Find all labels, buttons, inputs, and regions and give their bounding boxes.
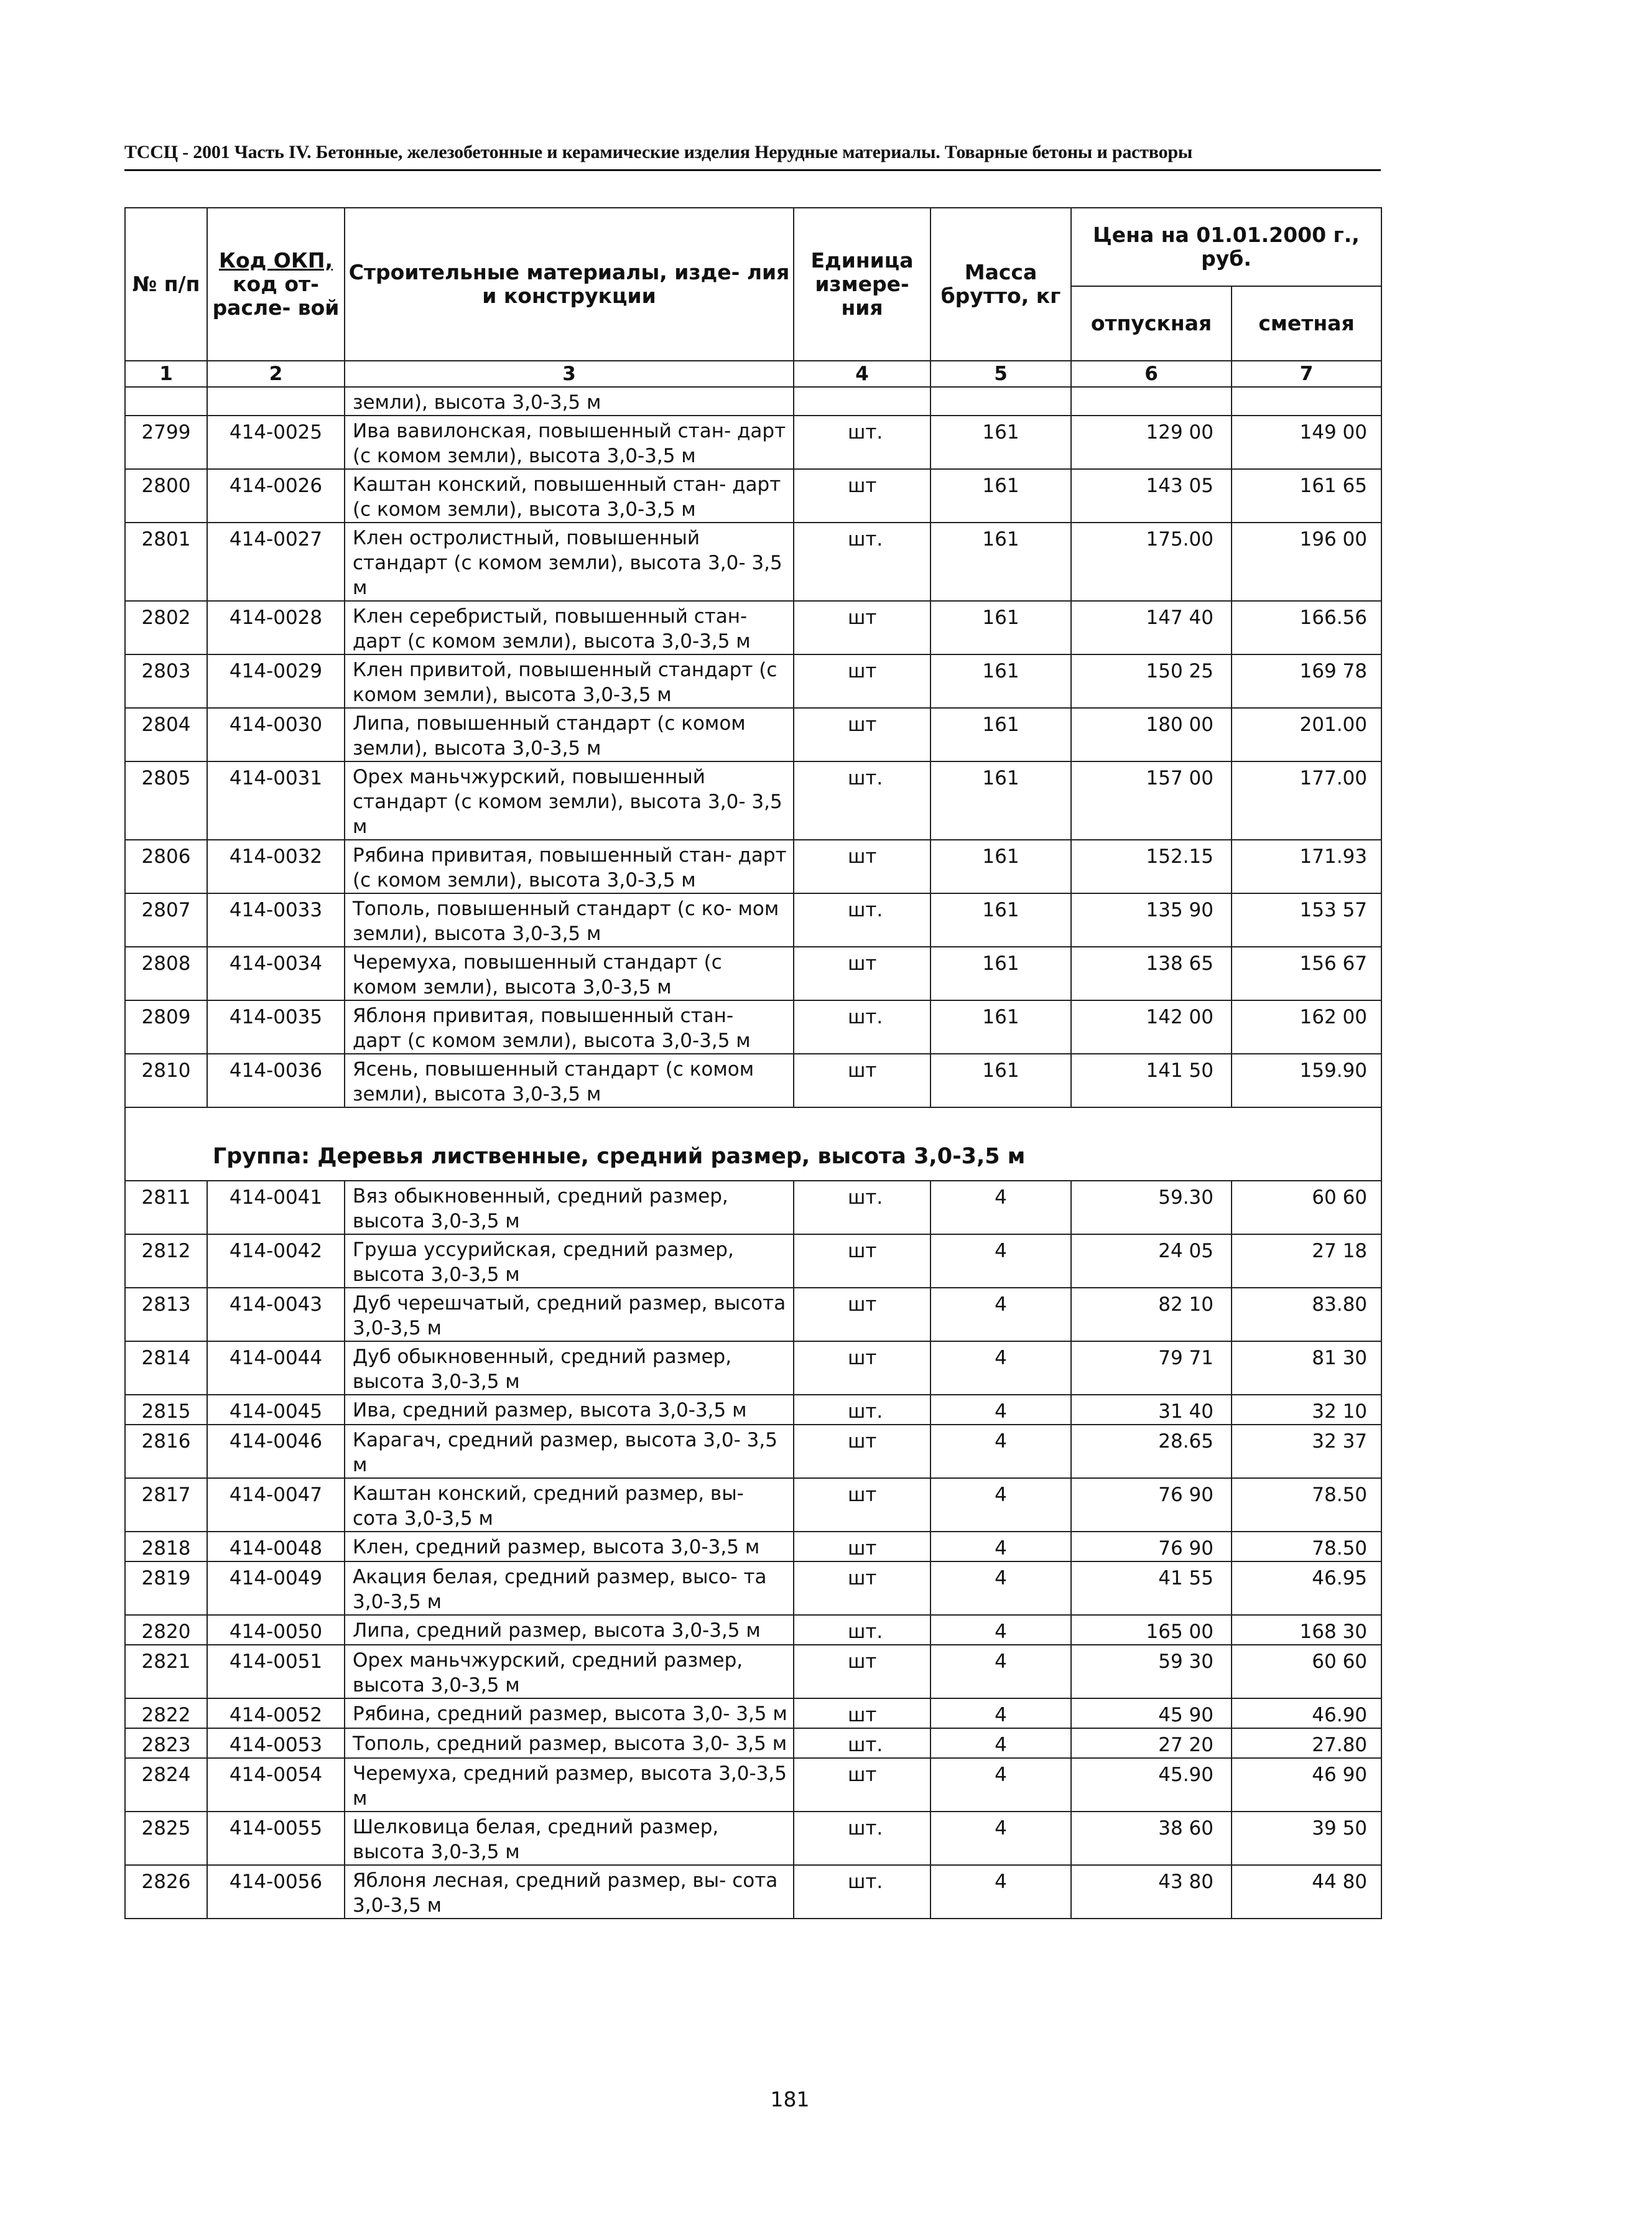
row-code: 414-0028	[207, 601, 345, 654]
col-header-price-sm: сметная	[1232, 286, 1381, 361]
column-number: 4	[794, 361, 930, 387]
col-header-mass: Масса брутто, кг	[930, 208, 1071, 361]
row-mass: 4	[930, 1865, 1071, 1919]
continuation-num-cell	[125, 387, 207, 416]
table-row	[125, 523, 1381, 601]
row-number: 2817	[125, 1478, 207, 1532]
row-code: 414-0031	[207, 761, 345, 840]
row-unit: шт	[794, 1341, 930, 1395]
running-header: ТССЦ - 2001 Часть IV. Бетонные, железобетонные и керамические изделия Нерудные материалы. Товарные бетоны и растворы	[124, 142, 1193, 162]
row-unit: шт.	[794, 523, 930, 601]
row-price-sm: 78.50	[1232, 1478, 1381, 1532]
row-price-otp: 59.30	[1071, 1181, 1232, 1234]
row-name: Черемуха, средний размер, высота 3,0-3,5 м	[345, 1758, 794, 1812]
row-code: 414-0041	[207, 1181, 345, 1234]
row-price-sm: 60 60	[1232, 1645, 1381, 1698]
row-mass: 161	[930, 708, 1071, 761]
row-price-sm: 32 37	[1232, 1425, 1381, 1478]
row-number: 2816	[125, 1425, 207, 1478]
row-name: Ива, средний размер, высота 3,0-3,5 м	[345, 1395, 794, 1425]
row-code: 414-0027	[207, 523, 345, 601]
row-price-sm: 168 30	[1232, 1615, 1381, 1645]
row-unit: шт.	[794, 1728, 930, 1758]
row-code: 414-0051	[207, 1645, 345, 1698]
row-unit: шт	[794, 840, 930, 893]
row-code: 414-0043	[207, 1288, 345, 1341]
column-number: 3	[345, 361, 794, 387]
row-price-otp: 180 00	[1071, 708, 1232, 761]
row-code: 414-0050	[207, 1615, 345, 1645]
continuation-text: земли), высота 3,0-3,5 м	[345, 387, 794, 416]
row-name: Черемуха, повышенный стандарт (с комом земли), высота 3,0-3,5 м	[345, 947, 794, 1000]
row-code: 414-0033	[207, 893, 345, 947]
row-price-otp: 143 05	[1071, 469, 1232, 523]
row-price-otp: 165 00	[1071, 1615, 1232, 1645]
row-mass: 161	[930, 654, 1071, 708]
row-number: 2818	[125, 1532, 207, 1561]
row-name: Липа, повышенный стандарт (с комом земли), высота 3,0-3,5 м	[345, 708, 794, 761]
continuation-otp-cell	[1071, 387, 1232, 416]
col-header-code	[207, 208, 345, 361]
row-number: 2815	[125, 1395, 207, 1425]
row-price-otp: 141 50	[1071, 1054, 1232, 1107]
row-mass: 161	[930, 416, 1071, 469]
row-price-sm: 32 10	[1232, 1395, 1381, 1425]
row-number: 2802	[125, 601, 207, 654]
row-mass: 161	[930, 761, 1071, 840]
table-row	[125, 1341, 1381, 1395]
row-price-sm: 149 00	[1232, 416, 1381, 469]
table-row	[125, 1728, 1381, 1758]
table-row	[125, 1561, 1381, 1615]
table-row	[125, 1395, 1381, 1425]
row-code: 414-0055	[207, 1812, 345, 1865]
row-number: 2808	[125, 947, 207, 1000]
row-price-otp: 82 10	[1071, 1288, 1232, 1341]
row-unit: шт	[794, 947, 930, 1000]
row-unit: шт	[794, 601, 930, 654]
row-unit: шт	[794, 1758, 930, 1812]
row-unit: шт	[794, 654, 930, 708]
row-unit: шт.	[794, 1000, 930, 1054]
row-code: 414-0035	[207, 1000, 345, 1054]
row-number: 2806	[125, 840, 207, 893]
table-row	[125, 893, 1381, 947]
row-price-sm: 27.80	[1232, 1728, 1381, 1758]
table-row	[125, 1645, 1381, 1698]
table-row	[125, 947, 1381, 1000]
row-name: Тополь, повышенный стандарт (с ко- мом земли), высота 3,0-3,5 м	[345, 893, 794, 947]
row-name: Каштан конский, средний размер, вы- сота 3,0-3,5 м	[345, 1478, 794, 1532]
row-name: Орех маньчжурский, повышенный стандарт (с комом земли), высота 3,0- 3,5 м	[345, 761, 794, 840]
page-number: 181	[770, 2087, 810, 2111]
row-code: 414-0025	[207, 416, 345, 469]
row-price-otp: 79 71	[1071, 1341, 1232, 1395]
row-price-sm: 196 00	[1232, 523, 1381, 601]
row-code: 414-0029	[207, 654, 345, 708]
row-unit: шт	[794, 1478, 930, 1532]
row-name: Клен привитой, повышенный стандарт (с комом земли), высота 3,0-3,5 м	[345, 654, 794, 708]
table-row	[125, 469, 1381, 523]
row-name: Шелковица белая, средний размер, высота 3,0-3,5 м	[345, 1812, 794, 1865]
row-unit: шт.	[794, 1615, 930, 1645]
row-name: Каштан конский, повышенный стан- дарт (с комом земли), высота 3,0-3,5 м	[345, 469, 794, 523]
table-row	[125, 1054, 1381, 1107]
row-unit: шт	[794, 1425, 930, 1478]
row-code: 414-0026	[207, 469, 345, 523]
column-number: 2	[207, 361, 345, 387]
row-number: 2813	[125, 1288, 207, 1341]
row-unit: шт.	[794, 1812, 930, 1865]
row-price-otp: 157 00	[1071, 761, 1232, 840]
price-table	[124, 207, 1382, 1919]
row-mass: 161	[930, 1054, 1071, 1107]
row-price-otp: 38 60	[1071, 1812, 1232, 1865]
table-row	[125, 1812, 1381, 1865]
row-code: 414-0042	[207, 1234, 345, 1288]
row-code: 414-0052	[207, 1698, 345, 1728]
row-mass: 4	[930, 1812, 1071, 1865]
row-name: Дуб черешчатый, средний размер, высота 3,0-3,5 м	[345, 1288, 794, 1341]
row-price-sm: 81 30	[1232, 1341, 1381, 1395]
row-price-otp: 45 90	[1071, 1698, 1232, 1728]
row-number: 2800	[125, 469, 207, 523]
row-unit: шт	[794, 1234, 930, 1288]
row-unit: шт	[794, 1561, 930, 1615]
table-row	[125, 416, 1381, 469]
row-mass: 161	[930, 523, 1071, 601]
row-name: Вяз обыкновенный, средний размер, высота 3,0-3,5 м	[345, 1181, 794, 1234]
row-price-otp: 27 20	[1071, 1728, 1232, 1758]
continuation-unit-cell	[794, 387, 930, 416]
group-row	[125, 1107, 1381, 1181]
row-mass: 161	[930, 840, 1071, 893]
table-body	[125, 387, 1381, 1919]
column-number: 6	[1071, 361, 1232, 387]
table-row	[125, 654, 1381, 708]
row-mass: 4	[930, 1395, 1071, 1425]
row-number: 2826	[125, 1865, 207, 1919]
header-divider	[124, 169, 1381, 171]
row-mass: 4	[930, 1758, 1071, 1812]
table-row	[125, 840, 1381, 893]
row-name: Ива вавилонская, повышенный стан- дарт (с комом земли), высота 3,0-3,5 м	[345, 416, 794, 469]
table-row	[125, 1478, 1381, 1532]
row-price-otp: 152.15	[1071, 840, 1232, 893]
row-mass: 161	[930, 893, 1071, 947]
col-header-price: Цена на 01.01.2000 г., руб.	[1071, 208, 1381, 286]
row-price-sm: 201.00	[1232, 708, 1381, 761]
row-price-sm: 159.90	[1232, 1054, 1381, 1107]
row-unit: шт	[794, 469, 930, 523]
col-header-code-branch: код от- расле- вой	[212, 272, 340, 320]
row-price-otp: 76 90	[1071, 1532, 1232, 1561]
row-price-otp: 129 00	[1071, 416, 1232, 469]
row-name: Ясень, повышенный стандарт (с комом земли), высота 3,0-3,5 м	[345, 1054, 794, 1107]
row-mass: 4	[930, 1561, 1071, 1615]
row-price-sm: 161 65	[1232, 469, 1381, 523]
row-price-otp: 31 40	[1071, 1395, 1232, 1425]
row-unit: шт.	[794, 893, 930, 947]
column-number: 5	[930, 361, 1071, 387]
row-price-otp: 138 65	[1071, 947, 1232, 1000]
row-mass: 4	[930, 1532, 1071, 1561]
row-code: 414-0034	[207, 947, 345, 1000]
row-code: 414-0047	[207, 1478, 345, 1532]
row-code: 414-0030	[207, 708, 345, 761]
row-code: 414-0032	[207, 840, 345, 893]
row-name: Груша уссурийская, средний размер, высота 3,0-3,5 м	[345, 1234, 794, 1288]
row-code: 414-0046	[207, 1425, 345, 1478]
row-mass: 4	[930, 1181, 1071, 1234]
row-mass: 4	[930, 1698, 1071, 1728]
row-price-otp: 142 00	[1071, 1000, 1232, 1054]
column-number: 7	[1232, 361, 1381, 387]
row-unit: шт	[794, 1645, 930, 1698]
row-mass: 161	[930, 601, 1071, 654]
row-number: 2804	[125, 708, 207, 761]
row-unit: шт.	[794, 1865, 930, 1919]
row-price-sm: 44 80	[1232, 1865, 1381, 1919]
row-price-otp: 43 80	[1071, 1865, 1232, 1919]
col-header-num: № п/п	[125, 208, 207, 361]
row-name: Клен остролистный, повышенный стандарт (с комом земли), высота 3,0- 3,5 м	[345, 523, 794, 601]
row-number: 2824	[125, 1758, 207, 1812]
table-row	[125, 761, 1381, 840]
row-number: 2822	[125, 1698, 207, 1728]
row-number: 2821	[125, 1645, 207, 1698]
row-code: 414-0054	[207, 1758, 345, 1812]
row-mass: 161	[930, 947, 1071, 1000]
row-code: 414-0045	[207, 1395, 345, 1425]
row-name: Рябина привитая, повышенный стан- дарт (с комом земли), высота 3,0-3,5 м	[345, 840, 794, 893]
col-header-code-okp: Код ОКП,	[219, 248, 333, 272]
row-mass: 161	[930, 469, 1071, 523]
column-number: 1	[125, 361, 207, 387]
row-price-sm: 156 67	[1232, 947, 1381, 1000]
row-price-sm: 46.90	[1232, 1698, 1381, 1728]
row-code: 414-0056	[207, 1865, 345, 1919]
row-code: 414-0049	[207, 1561, 345, 1615]
row-price-otp: 135 90	[1071, 893, 1232, 947]
row-code: 414-0048	[207, 1532, 345, 1561]
continuation-mass-cell	[930, 387, 1071, 416]
row-mass: 4	[930, 1341, 1071, 1395]
row-name: Яблоня лесная, средний размер, вы- сота 3,0-3,5 м	[345, 1865, 794, 1919]
table-row	[125, 1181, 1381, 1234]
col-header-price-otp: отпускная	[1071, 286, 1232, 361]
row-price-otp: 45.90	[1071, 1758, 1232, 1812]
row-price-sm: 83.80	[1232, 1288, 1381, 1341]
row-mass: 4	[930, 1288, 1071, 1341]
row-price-otp: 28.65	[1071, 1425, 1232, 1478]
row-number: 2823	[125, 1728, 207, 1758]
row-price-sm: 46.95	[1232, 1561, 1381, 1615]
table-row	[125, 1615, 1381, 1645]
row-name: Тополь, средний размер, высота 3,0- 3,5 м	[345, 1728, 794, 1758]
row-name: Клен, средний размер, высота 3,0-3,5 м	[345, 1532, 794, 1561]
row-number: 2820	[125, 1615, 207, 1645]
row-price-sm: 166.56	[1232, 601, 1381, 654]
row-name: Липа, средний размер, высота 3,0-3,5 м	[345, 1615, 794, 1645]
row-unit: шт.	[794, 416, 930, 469]
row-price-sm: 171.93	[1232, 840, 1381, 893]
row-mass: 161	[930, 1000, 1071, 1054]
row-unit: шт	[794, 708, 930, 761]
col-header-unit: Единица измере- ния	[794, 208, 930, 361]
row-number: 2805	[125, 761, 207, 840]
row-name: Яблоня привитая, повышенный стан- дарт (с комом земли), высота 3,0-3,5 м	[345, 1000, 794, 1054]
row-name: Орех маньчжурский, средний размер, высота 3,0-3,5 м	[345, 1645, 794, 1698]
table-row	[125, 601, 1381, 654]
row-price-sm: 153 57	[1232, 893, 1381, 947]
row-price-otp: 150 25	[1071, 654, 1232, 708]
row-mass: 4	[930, 1728, 1071, 1758]
row-name: Рябина, средний размер, высота 3,0- 3,5 м	[345, 1698, 794, 1728]
row-number: 2807	[125, 893, 207, 947]
continuation-code-cell	[207, 387, 345, 416]
row-number: 2825	[125, 1812, 207, 1865]
row-number: 2803	[125, 654, 207, 708]
row-code: 414-0053	[207, 1728, 345, 1758]
row-number: 2810	[125, 1054, 207, 1107]
row-mass: 4	[930, 1615, 1071, 1645]
table-row	[125, 1532, 1381, 1561]
row-number: 2799	[125, 416, 207, 469]
table-row	[125, 1758, 1381, 1812]
row-price-sm: 162 00	[1232, 1000, 1381, 1054]
row-price-sm: 78.50	[1232, 1532, 1381, 1561]
row-price-otp: 41 55	[1071, 1561, 1232, 1615]
row-price-sm: 60 60	[1232, 1181, 1381, 1234]
row-price-sm: 39 50	[1232, 1812, 1381, 1865]
row-name: Карагач, средний размер, высота 3,0- 3,5 м	[345, 1425, 794, 1478]
col-header-name: Строительные материалы, изде- лия и конструкции	[345, 208, 794, 361]
row-unit: шт.	[794, 1181, 930, 1234]
row-code: 414-0036	[207, 1054, 345, 1107]
row-mass: 4	[930, 1478, 1071, 1532]
row-unit: шт	[794, 1054, 930, 1107]
row-price-sm: 169 78	[1232, 654, 1381, 708]
row-price-otp: 59 30	[1071, 1645, 1232, 1698]
row-number: 2812	[125, 1234, 207, 1288]
table-row	[125, 708, 1381, 761]
continuation-sm-cell	[1232, 387, 1381, 416]
table-row	[125, 1288, 1381, 1341]
row-price-sm: 46 90	[1232, 1758, 1381, 1812]
row-unit: шт	[794, 1288, 930, 1341]
row-mass: 4	[930, 1425, 1071, 1478]
row-mass: 4	[930, 1234, 1071, 1288]
row-number: 2801	[125, 523, 207, 601]
row-unit: шт	[794, 1532, 930, 1561]
table-row	[125, 1425, 1381, 1478]
group-title: Группа: Деревья лиственные, средний размер, высота 3,0-3,5 м	[125, 1107, 1381, 1181]
row-code: 414-0044	[207, 1341, 345, 1395]
column-number-row	[125, 361, 1381, 387]
row-unit: шт	[794, 1698, 930, 1728]
row-price-otp: 147 40	[1071, 601, 1232, 654]
row-unit: шт.	[794, 761, 930, 840]
table-row	[125, 1698, 1381, 1728]
table-row	[125, 1865, 1381, 1919]
row-number: 2814	[125, 1341, 207, 1395]
row-price-otp: 175.00	[1071, 523, 1232, 601]
table-row	[125, 1000, 1381, 1054]
row-name: Клен серебристый, повышенный стан- дарт (с комом земли), высота 3,0-3,5 м	[345, 601, 794, 654]
row-name: Акация белая, средний размер, высо- та 3,0-3,5 м	[345, 1561, 794, 1615]
row-name: Дуб обыкновенный, средний размер, высота 3,0-3,5 м	[345, 1341, 794, 1395]
row-number: 2811	[125, 1181, 207, 1234]
continuation-row	[125, 387, 1381, 416]
row-price-sm: 177.00	[1232, 761, 1381, 840]
row-price-sm: 27 18	[1232, 1234, 1381, 1288]
row-number: 2809	[125, 1000, 207, 1054]
row-price-otp: 76 90	[1071, 1478, 1232, 1532]
row-unit: шт.	[794, 1395, 930, 1425]
row-number: 2819	[125, 1561, 207, 1615]
row-price-otp: 24 05	[1071, 1234, 1232, 1288]
table-row	[125, 1234, 1381, 1288]
row-mass: 4	[930, 1645, 1071, 1698]
